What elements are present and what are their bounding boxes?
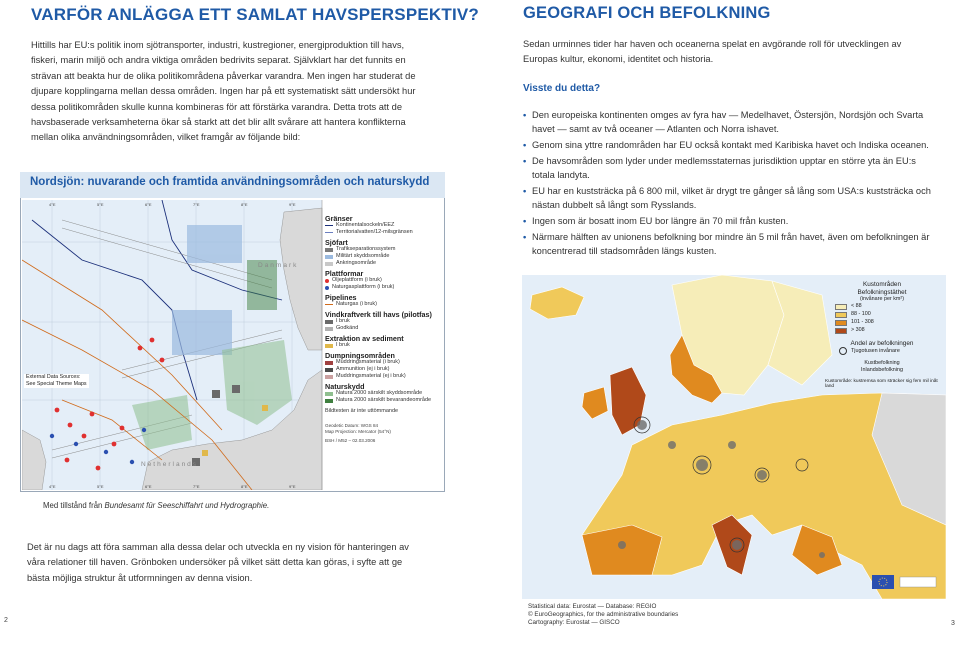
legend-population-types: Kustbefolkning Inlandsbefolkning: [861, 360, 903, 373]
credit-prefix: Med tillstånd från: [43, 501, 105, 510]
legend-title: Kustområden: [862, 281, 901, 288]
legend-item: Militärt skyddsområde: [325, 253, 440, 260]
fact-item: • Närmare hälften av unionens befolkning bor mindre än 5 mil från havet, även om befolkningen är koncentrerad till stadsområden längs kusten.: [523, 230, 941, 258]
right-page-title: GEOGRAFI OCH BEFOLKNING: [523, 4, 771, 22]
svg-text:8°E: 8°E: [241, 202, 248, 207]
external-source-line: See Special Theme Maps: [26, 381, 87, 387]
svg-text:7°E: 7°E: [193, 202, 200, 207]
legend-share-item: Tjugotusen invånare: [839, 347, 947, 355]
svg-text:5°E: 5°E: [97, 484, 104, 489]
closing-line: Det är nu dags att föra samman alla dessa delar och utveckla en ny vision för hanteringen av: [27, 542, 409, 552]
intro-line: Hittills har EU:s politik inom sjötransporter, industri, kustregioner, energiproduktion till havs,: [31, 40, 405, 50]
map-legend: [325, 212, 440, 444]
intro-line: havsbaserade verksamheterna ökar så starkt att det blir allt svårare att hantera konflikterna: [31, 117, 406, 128]
map-title: Nordsjön: nuvarande och framtida användningsområden och naturskydd: [30, 176, 430, 188]
legend-heading: Naturskydd: [325, 382, 365, 391]
eu-flag-icon: [872, 575, 894, 589]
right-intro-paragraph: [523, 37, 941, 68]
legend-item: Godkänd: [325, 325, 440, 332]
legend-item: Naturgasplattform (i bruk): [325, 284, 440, 291]
closing-paragraph: [27, 540, 442, 586]
density-class: 101 - 308: [835, 319, 947, 327]
legend-item: Natura 2000 särskilt bevarandeområde: [325, 397, 440, 404]
map-credit: [43, 501, 269, 510]
fact-item: • Ingen som är bosatt inom EU bor längre än 70 mil från kusten.: [523, 214, 941, 228]
fact-item: • Genom sina yttre randområden har EU också kontakt med Karibiska havet och Indiska oceanen.: [523, 138, 941, 152]
density-class: 88 - 100: [835, 311, 947, 319]
fact-item: • De havsområden som lyder under medlemsstaternas jurisdiktion upptar en större yta än EU:s totala landyta.: [523, 154, 941, 182]
legend-subtitle: (invånare per km²): [859, 296, 905, 303]
intro-line: mellan olika användningsområden, vilket framgår av följande bild:: [31, 132, 301, 143]
closing-line: våra relationer till haven. Grönboken undersöker på vilket sätt detta kan göras, i syfte att ge: [27, 557, 403, 568]
svg-text:5°E: 5°E: [97, 202, 104, 207]
legend-item: Oljeplattform (i bruk): [325, 277, 440, 284]
left-page-title: VARFÖR ANLÄGGA ETT SAMLAT HAVSPERSPEKTIV?: [31, 5, 480, 24]
legend-geodetic: Geodetic Datum: WGS 84 Map Projection: Mercator (54°N) BSH / M52 – 02.03.2006: [325, 423, 391, 443]
fact-item: • Den europeiska kontinenten omges av fyra hav — Medelhavet, Östersjön, Nordsjön och Svarta havet — samt av två oceaner — Atlanten och Norra ishavet.: [523, 108, 941, 136]
legend-heading: Extraktion av sediment: [325, 334, 404, 343]
svg-text:6°E: 6°E: [145, 202, 152, 207]
legend-share-title: Andel av befolkningen: [850, 339, 914, 347]
military-area: [172, 310, 232, 355]
legend-note: Bildtexten är inte uttömmande: [325, 408, 399, 414]
did-you-know-heading: Visste du detta?: [523, 83, 601, 94]
statistics-credit: Statistical data: Eurostat — Database: REGIO © EuroGeographics, for the administrative boundaries Cartography: Eurostat — GISCO: [528, 603, 679, 626]
map-title-band: [20, 172, 445, 198]
svg-text:7°E: 7°E: [193, 484, 200, 489]
page-number-right: 3: [951, 620, 955, 627]
svg-text:4°E: 4°E: [49, 202, 56, 207]
intro-line: strävan att beakta hur de olika politikområdena påverkar varandra. Men ingen har studerat de: [31, 70, 416, 81]
legend-item: Ammunition (ej i bruk): [325, 366, 440, 373]
external-source-line: External Data Sources:: [26, 374, 81, 380]
europe-map-legend: [817, 281, 947, 390]
iberia-coast: [582, 525, 662, 575]
density-class: > 308: [835, 327, 947, 335]
svg-text:4°E: 4°E: [49, 484, 56, 489]
military-area: [187, 225, 242, 263]
legend-heading: Sjöfart: [325, 238, 348, 247]
legend-note: Kustområde: kustremsa som sträcker sig fem mil inåt land: [825, 378, 938, 390]
legend-item: Muddringsmaterial (ej i bruk): [325, 373, 440, 380]
left-intro-paragraph: [31, 38, 441, 146]
map-label-denmark: Danmark: [258, 262, 299, 269]
intro-line: dessa politikområden skulle kunna kombineras för att förstärka varandra. Detta trots att de: [31, 101, 403, 112]
right-intro-line: Europas kultur, ekonomi, identitet och historia.: [523, 54, 714, 65]
legend-item: Ankringsområde: [325, 260, 440, 267]
legend-item: Territorialvatten/12-milsgränsen: [325, 229, 440, 236]
intro-line: fiskeri, marin miljö och andra viktiga områden bedrivits separat. Självklart har det funnits en: [31, 55, 406, 66]
legend-item: Trafikseparationssystem: [325, 246, 440, 253]
legend-item: Naturgas (i bruk): [325, 301, 440, 308]
fact-item: • EU har en kuststräcka på 6 800 mil, vilket är drygt tre gånger så lång som USA:s kuststräcka och nästan dubbelt så långt som Rysslands.: [523, 184, 941, 212]
legend-item: Natura 2000 särskilt skyddsområde: [325, 390, 440, 397]
svg-text:6°E: 6°E: [145, 484, 152, 489]
map-external-source: [24, 374, 89, 388]
svg-text:9°E: 9°E: [289, 484, 296, 489]
legend-item: I bruk: [325, 318, 440, 325]
legend-item: Muddringsmaterial (i bruk): [325, 359, 440, 366]
legend-heading: Dumpningsområden: [325, 351, 395, 360]
density-class: < 88: [835, 303, 947, 311]
right-intro-line: Sedan urminnes tider har haven och oceanerna spelat en avgörande roll för utvecklingen av: [523, 39, 902, 49]
page-number-left: 2: [4, 617, 8, 624]
legend-heading: Vindkraftverk till havs (pilotfas): [325, 310, 432, 319]
legend-heading: Gränser: [325, 214, 353, 223]
closing-line: bästa möjliga struktur åt utformningen av denna vision.: [27, 572, 253, 583]
credit-source: Bundesamt für Seeschiffahrt und Hydrographie.: [104, 501, 270, 510]
scale-bar: [900, 577, 936, 587]
facts-list: [523, 108, 941, 260]
legend-title: Befolkningstäthet: [857, 288, 907, 296]
legend-heading: Plattformar: [325, 269, 364, 278]
intro-line: djupare kopplingarna mellan dessa områden. Ingen har på ett systematiskt sätt undersökt hur: [31, 86, 416, 97]
legend-heading: Pipelines: [325, 293, 357, 302]
legend-item: I bruk: [325, 342, 440, 349]
map-label-netherlands: Netherlands: [141, 461, 199, 468]
svg-text:9°E: 9°E: [289, 202, 296, 207]
legend-item: Kontinentalsockeln/EEZ: [325, 222, 440, 229]
svg-text:8°E: 8°E: [241, 484, 248, 489]
